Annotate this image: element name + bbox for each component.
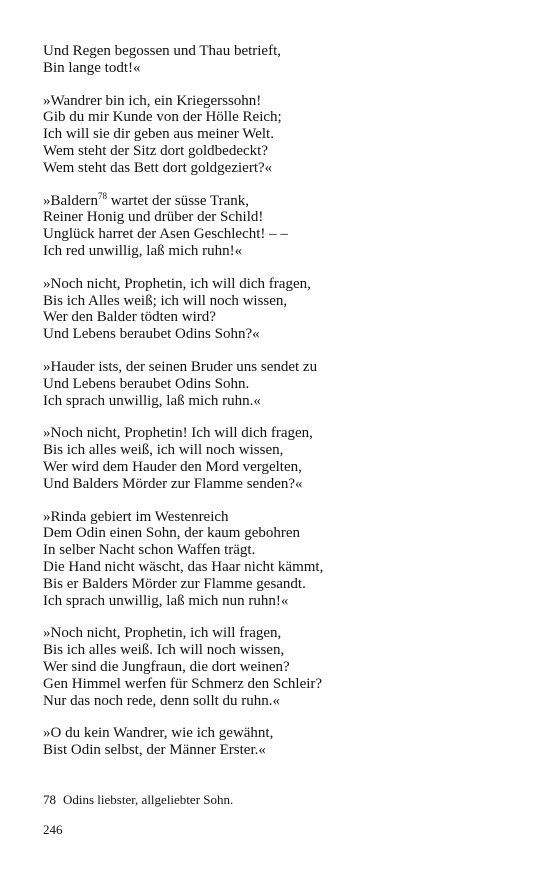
poem-line: In selber Nacht schon Waffen trägt. — [43, 542, 256, 559]
poem-line: »O du kein Wandrer, wie ich gewähnt, — [43, 725, 274, 742]
poem-line: Bis ich Alles weiß; ich will noch wissen, — [43, 292, 288, 309]
poem-line: Ich sprach unwillig, laß mich nun ruhn!« — [43, 592, 289, 609]
poem-line: Ich red unwillig, laß mich ruhn!« — [43, 242, 243, 259]
footnote — [43, 792, 233, 808]
poem-line: Wer sind die Jungfraun, die dort weinen? — [43, 658, 290, 675]
poem-line: Die Hand nicht wäscht, das Haar nicht kämmt, — [43, 558, 324, 575]
poem-line: Nur das noch rede, denn sollt du ruhn.« — [43, 692, 281, 709]
stanza — [43, 509, 523, 610]
poem-line: Reiner Honig und drüber der Schild! — [43, 209, 264, 226]
poem-line: Und Lebens beraubet Odins Sohn. — [43, 375, 250, 392]
poem-line: Wem steht der Sitz dort goldbedeckt? — [43, 142, 268, 159]
stanza — [43, 425, 523, 492]
poem-line: »Hauder ists, der seinen Bruder uns sendet zu — [43, 358, 318, 375]
poem-line: »Wandrer bin ich, ein Kriegerssohn! — [43, 92, 262, 109]
poem-line: Ich sprach unwillig, laß mich ruhn.« — [43, 392, 261, 409]
stanza — [43, 725, 523, 759]
poem-line: »Rinda gebiert im Westenreich — [43, 508, 229, 525]
poem-line: Bist Odin selbst, der Männer Erster.« — [43, 742, 266, 759]
poem-line: Bin lange todt!« — [43, 59, 141, 76]
footnote-text: Odins liebster, allgeliebter Sohn. — [63, 792, 234, 807]
poem-line: Unglück harret der Asen Geschlecht! – – — [43, 226, 288, 243]
poem-line: Und Lebens beraubet Odins Sohn?« — [43, 326, 260, 343]
stanza — [43, 625, 523, 709]
page-number: 246 — [43, 822, 63, 837]
stanza — [43, 276, 523, 343]
footnote-number: 78 — [43, 792, 56, 807]
poem-line: »Baldern$^{78}$ wartet der süsse Trank, — [43, 190, 250, 209]
poem-line: Bis ich alles weiß. Ich will noch wissen, — [43, 642, 285, 659]
stanza — [43, 359, 523, 409]
poem-line: »Noch nicht, Prophetin, ich will dich fragen, — [43, 275, 311, 292]
poem-line: Und Balders Mörder zur Flamme senden?« — [43, 475, 303, 492]
stanza — [43, 43, 523, 77]
poem-text — [43, 43, 523, 775]
poem-line: Gen Himmel werfen für Schmerz den Schleir? — [43, 675, 323, 692]
poem-line: Gib du mir Kunde von der Hölle Reich; — [43, 109, 282, 126]
stanza — [43, 93, 523, 177]
poem-line: Wer wird dem Hauder den Mord vergelten, — [43, 458, 302, 475]
poem-line: Dem Odin einen Sohn, der kaum gebohren — [43, 525, 301, 542]
poem-line: Und Regen begossen und Thau betrieft, — [43, 43, 282, 59]
stanza — [43, 190, 523, 260]
poem-line: Wem steht das Bett dort goldgeziert?« — [43, 159, 273, 176]
poem-line: Bis ich alles weiß, ich will noch wissen, — [43, 442, 284, 459]
footnote-marker: 78 — [97, 190, 107, 201]
poem-line: »Noch nicht, Prophetin, ich will fragen, — [43, 625, 282, 642]
poem-line: Bis er Balders Mörder zur Flamme gesandt. — [43, 575, 306, 592]
poem-line: Ich will sie dir geben aus meiner Welt. — [43, 126, 274, 143]
poem-line: »Noch nicht, Prophetin! Ich will dich fragen, — [43, 425, 313, 442]
poem-line: Wer den Balder tödten wird? — [43, 309, 216, 326]
